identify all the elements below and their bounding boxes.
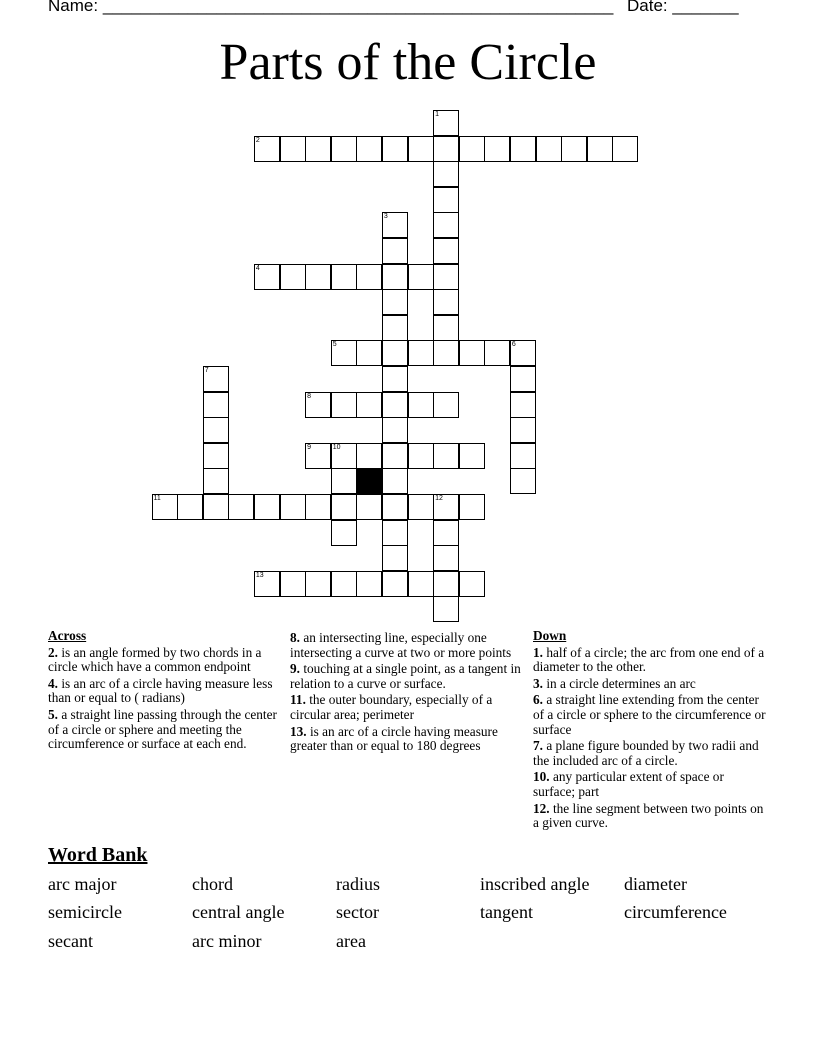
crossword-cell[interactable]	[280, 494, 306, 520]
crossword-cell[interactable]	[356, 392, 382, 418]
crossword-cell[interactable]	[382, 392, 408, 418]
crossword-cell[interactable]	[305, 571, 331, 597]
crossword-cell[interactable]	[356, 136, 382, 162]
crossword-cell[interactable]	[382, 571, 408, 597]
clue-number: 7.	[533, 738, 543, 754]
clue-number: 11.	[290, 692, 306, 708]
crossword-cell[interactable]	[203, 366, 229, 392]
crossword-cell[interactable]	[152, 494, 178, 520]
crossword-cell[interactable]	[433, 392, 459, 418]
cell-number: 6	[511, 341, 516, 349]
crossword-cell[interactable]	[203, 468, 229, 494]
crossword-cell[interactable]	[382, 212, 408, 238]
crossword-cell[interactable]	[433, 136, 459, 162]
crossword-cell[interactable]	[254, 494, 280, 520]
crossword-cell[interactable]	[356, 340, 382, 366]
clue-number: 3.	[533, 675, 543, 691]
cell-number: 4	[255, 264, 260, 272]
across-clues-column	[48, 628, 288, 752]
crossword-cell[interactable]	[433, 520, 459, 546]
crossword-cell[interactable]	[382, 238, 408, 264]
clue-down-1	[533, 646, 769, 675]
word-bank-item: arc major	[48, 874, 117, 894]
crossword-cell[interactable]	[331, 571, 357, 597]
crossword-cell[interactable]	[510, 417, 536, 443]
down-heading: Down	[533, 628, 567, 643]
word-bank-item: tangent	[480, 902, 533, 922]
clue-text: a straight line passing through the center of a circle or sphere and meeting the circumference or surface at each end.	[48, 706, 277, 752]
page-title: Parts of the Circle	[219, 34, 597, 91]
cell-number: 9	[307, 443, 311, 451]
crossword-cell[interactable]	[433, 187, 459, 213]
crossword-cell[interactable]	[356, 494, 382, 520]
crossword-cell[interactable]	[331, 392, 357, 418]
clue-number: 8.	[290, 630, 300, 645]
crossword-cell[interactable]	[305, 392, 331, 418]
crossword-cell[interactable]	[433, 571, 459, 597]
clue-text: half of a circle; the arc from one end of a diameter to the other.	[533, 644, 765, 675]
crossword-cell[interactable]	[433, 161, 459, 187]
crossword-cell[interactable]	[331, 264, 357, 290]
crossword-cell[interactable]	[382, 520, 408, 546]
crossword-cell[interactable]	[305, 443, 331, 469]
crossword-cell[interactable]	[356, 571, 382, 597]
crossword-cell[interactable]	[382, 289, 408, 315]
crossword-cell[interactable]	[203, 392, 229, 418]
clue-text: a plane figure bounded by two radii and the included arc of a circle.	[533, 738, 759, 768]
clue-across-4	[48, 677, 288, 706]
crossword-cell[interactable]	[433, 494, 459, 520]
clue-across-13	[290, 725, 526, 754]
crossword-cell[interactable]	[280, 136, 306, 162]
clue-number: 9.	[290, 661, 300, 677]
down-clues-column	[533, 628, 769, 831]
crossword-cell[interactable]	[433, 340, 459, 366]
cell-number: 10	[332, 443, 341, 451]
cell-number: 13	[255, 571, 264, 579]
crossword-cell[interactable]	[408, 443, 434, 469]
word-bank-item: chord	[192, 874, 233, 894]
clue-number: 4.	[48, 675, 58, 691]
clue-text: any particular extent of space or surface; part	[533, 769, 724, 799]
word-bank-item: radius	[336, 874, 380, 894]
crossword-cell[interactable]	[459, 136, 485, 162]
across-clues-column-2	[290, 629, 526, 754]
crossword-cell[interactable]	[331, 494, 357, 520]
clue-down-12	[533, 802, 769, 831]
cell-number: 2	[255, 136, 260, 144]
clue-text: touching at a single point, as a tangent in relation to a curve or surface.	[290, 661, 521, 691]
crossword-cell[interactable]	[612, 136, 638, 162]
crossword-cell[interactable]	[280, 571, 306, 597]
crossword-cell[interactable]	[305, 136, 331, 162]
cell-number: 11	[153, 495, 161, 502]
crossword-cell[interactable]	[484, 136, 510, 162]
cell-number: 8	[307, 392, 311, 400]
name-label: Name:	[48, 0, 99, 15]
cell-number: 12	[435, 495, 443, 502]
clue-number: 12.	[533, 800, 550, 816]
crossword-cell[interactable]	[331, 443, 357, 469]
clue-across-9	[290, 662, 526, 691]
crossword-cell[interactable]	[433, 212, 459, 238]
crossword-cell[interactable]	[203, 417, 229, 443]
crossword-cell[interactable]	[331, 468, 357, 494]
cell-number: 7	[204, 367, 209, 374]
word-bank-item: area	[336, 931, 366, 951]
crossword-cell[interactable]	[382, 136, 408, 162]
clue-across-5	[48, 708, 288, 752]
clue-down-10	[533, 770, 769, 799]
crossword-cell[interactable]	[433, 545, 459, 571]
crossword-cell[interactable]	[408, 571, 434, 597]
crossword-cell[interactable]	[203, 443, 229, 469]
clue-number: 10.	[533, 769, 550, 785]
crossword-cell[interactable]	[382, 494, 408, 520]
crossword-cell[interactable]	[536, 136, 562, 162]
clue-text: in a circle determines an arc	[546, 675, 696, 691]
word-bank-item: diameter	[624, 874, 687, 894]
crossword-cell[interactable]	[587, 136, 613, 162]
crossword-cell[interactable]	[459, 443, 485, 469]
crossword-cell[interactable]	[177, 494, 203, 520]
crossword-cell[interactable]	[408, 340, 434, 366]
crossword-cell[interactable]	[203, 494, 229, 520]
crossword-cell[interactable]	[382, 366, 408, 392]
crossword-cell[interactable]	[408, 494, 434, 520]
crossword-cell[interactable]	[382, 545, 408, 571]
word-bank-item: secant	[48, 931, 93, 951]
clue-text: is an arc of a circle having measure greater than or equal to 180 degrees	[290, 723, 498, 754]
crossword-cell[interactable]	[382, 417, 408, 443]
crossword-cell[interactable]	[510, 366, 536, 392]
clue-number: 6.	[533, 692, 543, 708]
crossword-cell[interactable]	[382, 468, 408, 494]
clue-text: is an angle formed by two chords in a circle which have a common endpoint	[48, 644, 262, 675]
crossword-cell[interactable]	[433, 110, 459, 136]
crossword-cell[interactable]	[459, 571, 485, 597]
cell-number: 1	[435, 111, 439, 118]
crossword-cell[interactable]	[254, 264, 280, 290]
clue-number: 13.	[290, 723, 307, 739]
crossword-cell[interactable]	[382, 264, 408, 290]
crossword-cell[interactable]	[433, 315, 459, 341]
clue-down-6	[533, 693, 769, 737]
clue-text: is an arc of a circle having measure less than or equal to ( radians)	[48, 675, 273, 706]
crossword-cell[interactable]	[433, 289, 459, 315]
crossword-cell[interactable]	[433, 264, 459, 290]
crossword-cell[interactable]	[305, 264, 331, 290]
clue-text: an intersecting line, especially one intersecting a curve at two or more points	[290, 630, 512, 660]
clue-down-7	[533, 739, 769, 768]
crossword-cell[interactable]	[280, 264, 306, 290]
clue-across-11	[290, 693, 526, 722]
crossword-cell[interactable]	[433, 238, 459, 264]
word-bank-item: semicircle	[48, 902, 122, 922]
crossword-cell[interactable]	[484, 340, 510, 366]
crossword-cell[interactable]	[433, 443, 459, 469]
date-blank[interactable]: _______	[672, 0, 739, 15]
clue-number: 5.	[48, 706, 58, 722]
across-heading: Across	[48, 628, 87, 643]
crossword-cell[interactable]	[510, 340, 536, 366]
crossword-cell[interactable]	[510, 468, 536, 494]
crossword-cell[interactable]	[356, 264, 382, 290]
clue-text: the outer boundary, especially of a circular area; perimeter	[290, 692, 493, 722]
crossword-cell[interactable]	[331, 520, 357, 546]
name-blank[interactable]: ______________________________________________________	[102, 0, 614, 15]
clue-across-8	[290, 631, 526, 660]
clue-down-3	[533, 677, 769, 692]
clue-text: the line segment between two points on a given curve.	[533, 800, 764, 831]
crossword-cell[interactable]	[382, 340, 408, 366]
crossword-cell[interactable]	[459, 340, 485, 366]
crossword-cell[interactable]	[228, 494, 254, 520]
crossword-cell[interactable]	[382, 443, 408, 469]
crossword-cell[interactable]	[433, 596, 459, 622]
crossword-cell[interactable]	[331, 136, 357, 162]
date-label: Date:	[627, 0, 668, 15]
crossword-cell[interactable]	[510, 443, 536, 469]
cell-number: 5	[332, 341, 337, 349]
clue-across-2	[48, 646, 288, 675]
word-bank-item: circumference	[624, 902, 727, 922]
crossword-cell[interactable]	[254, 136, 280, 162]
clue-number: 2.	[48, 644, 58, 660]
word-bank-item: arc minor	[192, 931, 262, 951]
clue-text: a straight line extending from the center of a circle or sphere to the circumference or surface	[533, 692, 766, 737]
crossword-cell[interactable]	[254, 571, 280, 597]
crossword-cell[interactable]	[408, 264, 434, 290]
crossword-cell[interactable]	[510, 136, 536, 162]
crossword-cell[interactable]	[305, 494, 331, 520]
clue-number: 1.	[533, 644, 543, 660]
crossword-cell[interactable]	[561, 136, 587, 162]
crossword-cell[interactable]	[331, 340, 357, 366]
crossword-cell[interactable]	[382, 315, 408, 341]
word-bank-item: inscribed angle	[480, 874, 590, 894]
word-bank-item: sector	[336, 902, 379, 922]
crossword-cell[interactable]	[459, 494, 485, 520]
word-bank-item: central angle	[192, 902, 285, 922]
cell-number: 3	[383, 213, 388, 221]
crossword-cell[interactable]	[510, 392, 536, 418]
black-square	[356, 468, 382, 494]
crossword-cell[interactable]	[356, 443, 382, 469]
crossword-cell[interactable]	[408, 392, 434, 418]
word-bank-title: Word Bank	[48, 844, 148, 866]
crossword-cell[interactable]	[408, 136, 434, 162]
